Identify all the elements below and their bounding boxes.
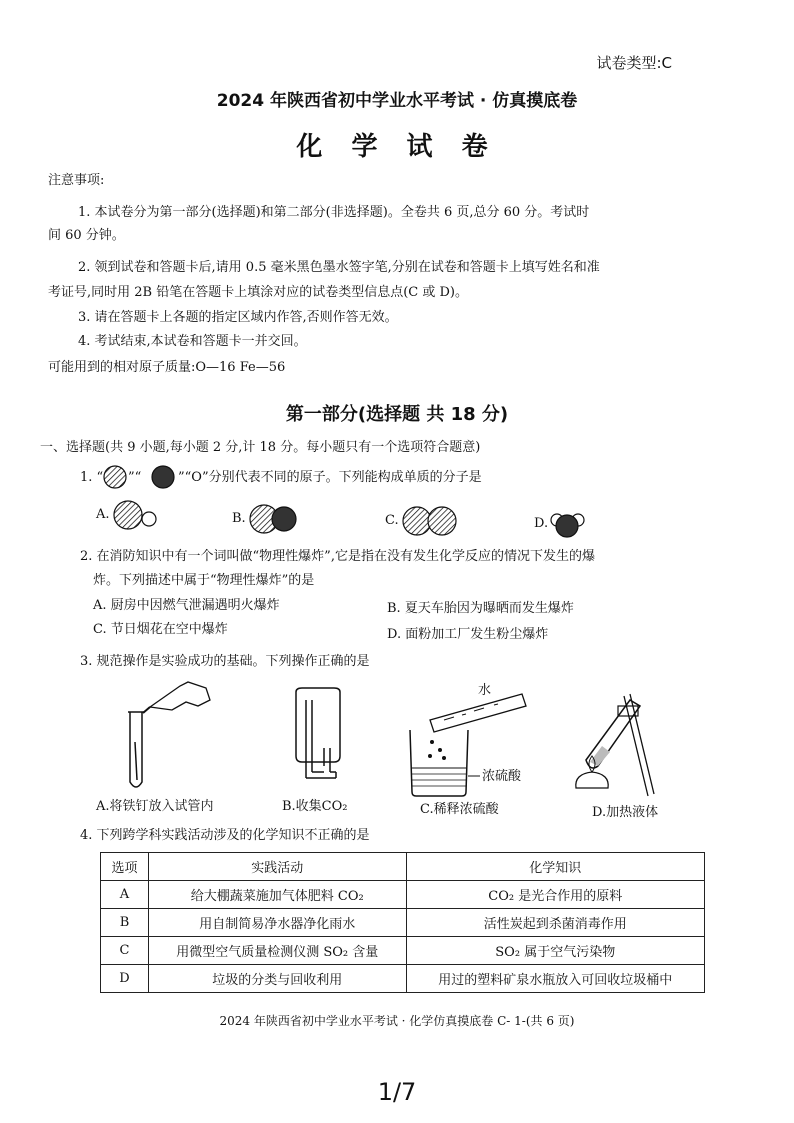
section-intro: 一、选择题(共 9 小题,每小题 2 分,计 18 分。每小题只有一个选项符合题意) <box>40 440 481 455</box>
page-title: 化 学 试 卷 <box>296 132 498 162</box>
q2-option-d: D. 面粉加工厂发生粉尘爆炸 <box>387 627 549 642</box>
heat-liquid-diagram <box>570 676 680 800</box>
hatched-atom-icon <box>102 464 128 490</box>
q1-option-a-label: A. <box>96 507 110 522</box>
q3-option-c: C.稀释浓硫酸 <box>420 802 499 817</box>
page-footer: 2024 年陕西省初中学业水平考试 · 化学仿真摸底卷 C- 1-(共 6 页) <box>219 1014 575 1028</box>
q3-option-d: D.加热液体 <box>592 805 659 820</box>
q4-stem: 4. 下列跨学科实践活动涉及的化学知识不正确的是 <box>80 828 370 843</box>
dark-atom-icon <box>150 464 176 490</box>
atomic-mass-info: 可能用到的相对原子质量:O—16 Fe—56 <box>48 360 286 375</box>
test-tube-nail-diagram <box>110 672 220 802</box>
paper-type: 试卷类型:C <box>596 54 672 72</box>
row-knowledge: 活性炭起到杀菌消毒作用 <box>406 909 705 937</box>
q2-option-c: C. 节日烟花在空中爆炸 <box>93 622 228 637</box>
q2-stem-cont: 炸。下列描述中属于“物理性爆炸”的是 <box>93 573 315 588</box>
q3-option-b: B.收集CO₂ <box>282 799 348 814</box>
q1-option-c-label: C. <box>385 513 399 528</box>
q2-option-a: A. 厨房中因燃气泄漏遇明火爆炸 <box>93 598 280 613</box>
row-option: B <box>101 909 149 937</box>
q2-option-b: B. 夏天车胎因为曝晒而发生爆炸 <box>387 601 574 616</box>
header-knowledge: 化学知识 <box>406 853 705 881</box>
molecule-a-icon <box>112 498 160 532</box>
notice-item-3: 3. 请在答题卡上各题的指定区域内作答,否则作答无效。 <box>78 310 398 325</box>
row-activity: 垃圾的分类与回收利用 <box>148 965 406 993</box>
row-option: A <box>101 881 149 909</box>
row-knowledge: CO₂ 是光合作用的原料 <box>406 881 705 909</box>
row-option: D <box>101 965 149 993</box>
notice-item-2-cont: 考证号,同时用 2B 铅笔在答题卡上填涂对应的试卷类型信息点(C 或 D)。 <box>48 285 468 300</box>
table-row <box>101 965 705 993</box>
row-knowledge: SO₂ 属于空气污染物 <box>406 937 705 965</box>
molecule-b-icon <box>248 502 300 536</box>
table-row <box>101 881 705 909</box>
header-activity: 实践活动 <box>148 853 406 881</box>
table-row <box>101 909 705 937</box>
q2-stem: 2. 在消防知识中有一个词叫做“物理性爆炸”,它是指在没有发生化学反应的情况下发生的爆 <box>80 549 595 564</box>
q1-stem-pre: 1. “ <box>80 470 104 485</box>
table-header-row <box>101 853 705 881</box>
q1-stem-mid1: ”“ <box>128 470 142 485</box>
q3-option-a: A.将铁钉放入试管内 <box>96 799 214 814</box>
table-row <box>101 937 705 965</box>
acid-label: 浓硫酸 <box>482 769 522 784</box>
row-activity: 用微型空气质量检测仪测 SO₂ 含量 <box>148 937 406 965</box>
water-label: 水 <box>478 683 492 698</box>
notice-item-1-cont: 间 60 分钟。 <box>48 228 125 243</box>
row-option: C <box>101 937 149 965</box>
q3-stem: 3. 规范操作是实验成功的基础。下列操作正确的是 <box>80 654 370 669</box>
header-option: 选项 <box>101 853 149 881</box>
notice-item-2: 2. 领到试卷和答题卡后,请用 0.5 毫米黑色墨水签字笔,分别在试卷和答题卡上填写姓名和准 <box>78 260 600 275</box>
notice-item-4: 4. 考试结束,本试卷和答题卡一并交回。 <box>78 334 307 349</box>
q1-option-b-label: B. <box>232 511 246 526</box>
molecule-c-icon <box>401 504 461 538</box>
row-activity: 给大棚蔬菜施加气体肥料 CO₂ <box>148 881 406 909</box>
q4-table <box>100 852 705 993</box>
exam-title: 2024 年陕西省初中学业水平考试 · 仿真摸底卷 <box>216 91 578 111</box>
notice-item-1: 1. 本试卷分为第一部分(选择题)和第二部分(非选择题)。全卷共 6 页,总分 60 分。考试时 <box>78 205 590 220</box>
page-indicator: 1/7 <box>377 1078 417 1106</box>
notice-heading: 注意事项: <box>48 173 105 188</box>
q1-option-d-label: D. <box>534 516 549 531</box>
row-knowledge: 用过的塑料矿泉水瓶放入可回收垃圾桶中 <box>406 965 705 993</box>
gas-bottle-diagram <box>288 686 348 798</box>
q1-stem-rest: ”“O”分别代表不同的原子。下列能构成单质的分子是 <box>178 470 482 485</box>
molecule-d-icon <box>548 508 588 540</box>
section-title: 第一部分(选择题 共 18 分) <box>285 404 509 425</box>
row-activity: 用自制简易净水器净化雨水 <box>148 909 406 937</box>
